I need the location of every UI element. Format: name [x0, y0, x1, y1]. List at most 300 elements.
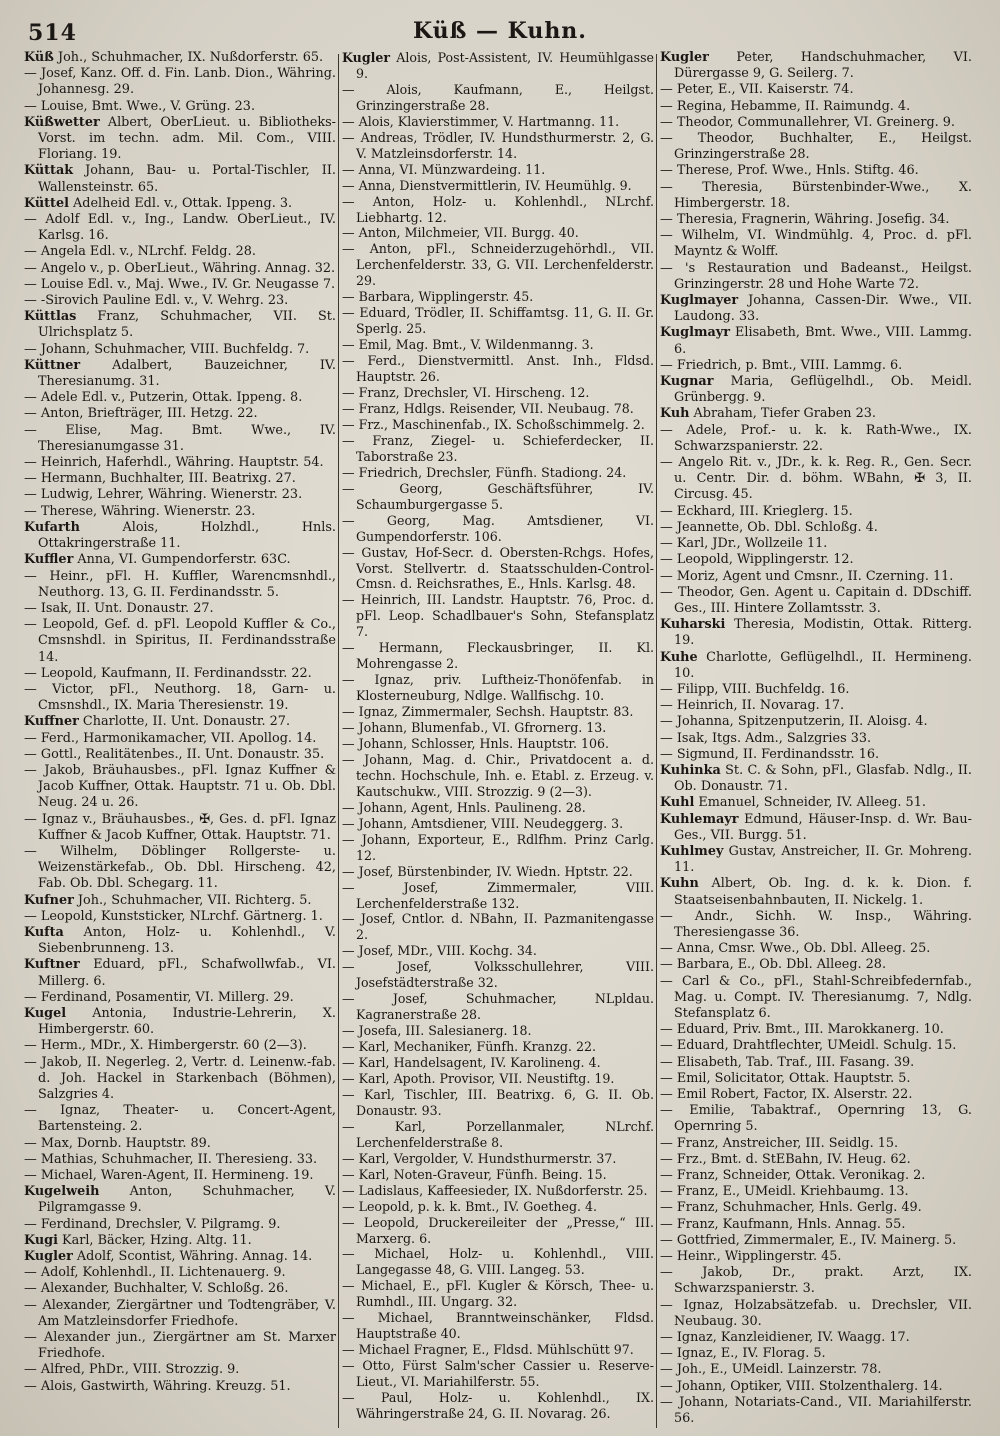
entry-text: — Carl & Co., pFl., Stahl-Schreibfedernfab., Mag. u. Compt. IV. Theresianumg. 7, Ndlg. Stefansplatz 6.	[660, 973, 972, 1021]
entry-text: — Ignaz, Holzabsätzefab. u. Drechsler, VII. Neubaug. 30.	[660, 1297, 972, 1329]
directory-entry	[24, 763, 336, 812]
directory-entry	[342, 178, 654, 194]
entry-text: — Johann, Schlosser, Hnls. Hauptstr. 106.	[342, 735, 610, 751]
directory-entry	[660, 374, 972, 406]
directory-entry	[342, 1199, 654, 1215]
entry-text: — Jakob, Bräuhausbes., pFl. Ignaz Kuffner & Jacob Kuffner, Ottak. Hauptstr. 71 u. Ob. Dbl. Neug. 24 u. 26.	[24, 762, 336, 811]
entry-surname: Kugler	[342, 50, 391, 65]
directory-entry	[660, 115, 972, 131]
entry-text: — Andr., Sichh. W. Insp., Währing. Theresiengasse 36.	[660, 908, 972, 940]
entry-surname: Kuhlemayr	[660, 811, 739, 827]
page-number: 514	[28, 20, 77, 46]
entry-text: — Karl, Noten-Graveur, Fünfh. Being. 15.	[342, 1166, 607, 1182]
directory-entry	[342, 433, 654, 465]
entry-text: Franz, Schuhmacher, VII. St. Ulrichsplatz 5.	[38, 309, 336, 341]
entry-text: — Anna, VI. Münzwardeing. 11.	[342, 161, 546, 177]
directory-entry	[660, 731, 972, 747]
directory-entry	[342, 1167, 654, 1183]
entry-text: Adalbert, Bauzeichner, IV. Theresianumg. 31.	[38, 357, 336, 390]
directory-entry	[342, 800, 654, 816]
entry-text: — Johann, Mag. d. Chir., Privatdocent a. d. techn. Hochschule, Inh. e. Etabl. z. Erzeug. v. Kautschukw., VIII. Strozzig. 9 (2—3).	[342, 751, 654, 799]
entry-text: — Anton, pFl., Schneiderzugehörhdl., VII. Lerchenfelderstr. 33, G. VII. Lerchenfelderstr. 29.	[342, 241, 654, 289]
directory-entry	[24, 1249, 336, 1265]
entry-text: — Franz, Schuhmacher, Hnls. Gerlg. 49.	[660, 1200, 922, 1216]
entry-text: — Theodor, Communallehrer, VI. Greinerg. 9.	[660, 114, 955, 130]
entry-text: — Friedrich, p. Bmt., VIII. Lammg. 6.	[660, 357, 903, 373]
entry-text: — Heinr., pFl. H. Kuffler, Warencmsnhdl., Neuthorg. 13, G. II. Ferdinandsstr. 5.	[24, 568, 336, 600]
directory-entry	[660, 99, 972, 115]
directory-entry	[24, 1038, 336, 1054]
directory-entry	[342, 943, 654, 959]
directory-entry	[24, 1184, 336, 1216]
directory-entry	[660, 1217, 972, 1233]
entry-text: — Johann, Agent, Hnls. Paulineng. 28.	[342, 799, 586, 815]
directory-entry	[24, 196, 336, 212]
directory-entry	[660, 747, 972, 763]
entry-text: — Franz, Drechsler, VI. Hirscheng. 12.	[342, 385, 590, 401]
directory-entry	[342, 1310, 654, 1342]
column-1	[24, 50, 336, 1432]
directory-entry	[24, 666, 336, 682]
entry-text: — Heinrich, III. Landstr. Hauptstr. 76, Proc. d. pFl. Leop. Schadlbauer's Sohn, Stefansplatz 7.	[342, 592, 654, 640]
directory-entry	[342, 465, 654, 481]
entry-text: — Peter, E., VII. Kaiserstr. 74.	[660, 82, 854, 98]
directory-entry	[24, 1281, 336, 1297]
entry-text: — Johann, Schuhmacher, VIII. Buchfeldg. 7.	[24, 341, 310, 357]
entry-surname: Küttel	[24, 195, 69, 211]
directory-entry	[660, 585, 972, 617]
entry-text: Gustav, Anstreicher, II. Gr. Mohreng. 11.	[674, 843, 972, 876]
directory-entry	[342, 816, 654, 832]
entry-text: — Angelo v., p. OberLieut., Währing. Annag. 32.	[24, 260, 336, 276]
directory-entry	[660, 714, 972, 730]
entry-surname: Küttak	[24, 163, 74, 179]
entry-surname: Küttlas	[24, 309, 77, 325]
entry-text: — Ignaz, E., IV. Florag. 5.	[660, 1346, 826, 1362]
directory-entry	[660, 406, 972, 422]
entry-text: — Alois, Kaufmann, E., Heilgst. Grinzingerstraße 28.	[342, 81, 654, 113]
directory-entry	[24, 990, 336, 1006]
entry-text: Anna, VI. Gumpendorferstr. 63C.	[73, 552, 291, 568]
entry-text: — Theodor, Gen. Agent u. Capitain d. DDschiff. Ges., III. Hintere Zollamtsstr. 3.	[660, 584, 972, 616]
entry-text: Adolf, Scontist, Währing. Annag. 14.	[72, 1249, 313, 1265]
entry-text: — Alois, Gastwirth, Währing. Kreuzg. 51.	[24, 1378, 291, 1394]
directory-entry	[24, 423, 336, 455]
column-rule	[656, 54, 657, 1428]
entry-text: — Alexander, Ziergärtner und Todtengräber, V. Am Matzleinsdorfer Friedhofe.	[24, 1297, 336, 1329]
directory-entry	[660, 1346, 972, 1362]
entry-text: Johanna, Cassen-Dir. Wwe., VII. Laudong. 33.	[674, 293, 972, 325]
entry-text: — Eduard, Priv. Bmt., III. Marokkanerg. 10.	[660, 1022, 944, 1038]
entry-text: — Eduard, Trödler, II. Schiffamtsg. 11, G. II. Gr. Sperlg. 25.	[342, 305, 654, 337]
directory-entry	[24, 1168, 336, 1184]
directory-entry	[660, 1395, 972, 1427]
entry-text: — Gustav, Hof-Secr. d. Obersten-Rchgs. Hofes, Vorst. Stellvertr. d. Staatsschulden-Control-Cmsn. d. Reichsrathes, E., Hnls. Karlsg. 48.	[342, 544, 654, 592]
entry-text: — Frz., Maschinenfab., IX. Schoßschimmelg. 2.	[342, 416, 645, 432]
directory-entry	[24, 471, 336, 487]
directory-entry	[660, 844, 972, 876]
entry-text: — Karl, Mechaniker, Fünfh. Kranzg. 22.	[342, 1039, 596, 1055]
entry-text: — Emilie, Tabaktraf., Opernring 13, G. Opernring 5.	[660, 1103, 972, 1135]
entry-text: — Louise Edl. v., Maj. Wwe., IV. Gr. Neugasse 7.	[24, 276, 336, 292]
directory-entry	[660, 1298, 972, 1330]
entry-surname: Küß	[24, 50, 54, 65]
directory-entry	[24, 277, 336, 293]
entry-text: — Heinrich, Haferhdl., Währing. Hauptstr. 54.	[24, 455, 324, 471]
entry-text: Joh., Schuhmacher, VII. Richterg. 5.	[73, 892, 312, 908]
entry-text: — Josefa, III. Salesianerg. 18.	[342, 1023, 532, 1039]
directory-entry	[660, 1022, 972, 1038]
directory-entry	[24, 1217, 336, 1233]
directory-entry	[660, 520, 972, 536]
directory-entry	[24, 731, 336, 747]
entry-text: — Adele, Prof.- u. k. k. Rath-Wwe., IX. Schwarzspanierstr. 22.	[660, 422, 972, 454]
directory-entry	[342, 1390, 654, 1422]
directory-entry	[342, 337, 654, 353]
running-head: Küß — Kuhn.	[413, 18, 587, 44]
directory-entry	[342, 1183, 654, 1199]
directory-entry	[342, 385, 654, 401]
entry-text: — Franz, Kaufmann, Hnls. Annag. 55.	[660, 1216, 906, 1232]
entry-text: Eduard, pFl., Schafwollwfab., VI. Millerg. 6.	[38, 957, 336, 989]
directory-entry	[660, 131, 972, 163]
directory-entry	[342, 1023, 654, 1039]
directory-entry	[24, 358, 336, 390]
entry-text: — Emil, Mag. Bmt., V. Wildenmanng. 3.	[342, 337, 594, 353]
directory-entry	[342, 1358, 654, 1390]
entry-text: — Josef, Bürstenbinder, IV. Wiedn. Hptstr. 22.	[342, 863, 633, 879]
directory-entry	[24, 925, 336, 957]
entry-text: Elisabeth, Bmt. Wwe., VIII. Lammg. 6.	[674, 325, 972, 357]
entry-text: — Johann, Exporteur, E., Rdlfhm. Prinz Carlg. 12.	[342, 831, 654, 863]
directory-entry	[660, 763, 972, 795]
directory-entry	[24, 50, 336, 66]
entry-text: — Sigmund, II. Ferdinandsstr. 16.	[660, 746, 880, 762]
directory-entry	[24, 1136, 336, 1152]
directory-entry	[24, 1233, 336, 1249]
entry-text: — Michael, Branntweinschänker, Fldsd. Hauptstraße 40.	[342, 1310, 654, 1342]
directory-entry	[660, 1233, 972, 1249]
entry-surname: Kufarth	[24, 519, 80, 535]
entry-text: — Karl, Handelsagent, IV. Karolineng. 4.	[342, 1055, 601, 1071]
directory-entry	[660, 698, 972, 714]
entry-text: — Max, Dornb. Hauptstr. 89.	[24, 1135, 211, 1151]
entry-text: Joh., Schuhmacher, IX. Nußdorferstr. 65.	[53, 50, 324, 65]
directory-entry	[660, 1265, 972, 1297]
entry-text: — Georg, Geschäftsführer, IV. Schaumburgergasse 5.	[342, 480, 654, 512]
entry-text: Albert, OberLieut. u. Bibliotheks-Vorst. im techn. adm. Mil. Com., VIII. Floriang. 19.	[38, 114, 336, 163]
entry-text: — Anton, Holz- u. Kohlenhdl., NLrchf. Liebhartg. 12.	[342, 193, 654, 225]
entry-surname: Kuhlmey	[660, 843, 724, 859]
entry-text: — Jeannette, Ob. Dbl. Schloßg. 4.	[660, 519, 878, 535]
directory-entry	[660, 1249, 972, 1265]
entry-text: — Franz, Schneider, Ottak. Veronikag. 2.	[660, 1168, 926, 1184]
entry-text: — Emil Robert, Factor, IX. Alserstr. 22.	[660, 1087, 913, 1102]
entry-text: — Leopold, p. k. k. Bmt., IV. Goetheg. 4.	[342, 1198, 598, 1214]
directory-entry	[660, 682, 972, 698]
directory-entry	[24, 66, 336, 98]
directory-entry	[660, 423, 972, 455]
entry-text: — Ferdinand, Drechsler, V. Pilgramg. 9.	[24, 1216, 281, 1232]
directory-entry	[24, 714, 336, 730]
entry-text: — Ladislaus, Kaffeesieder, IX. Nußdorferstr. 25.	[342, 1182, 648, 1198]
entry-text: — Adele Edl. v., Putzerin, Ottak. Ippeng. 8.	[24, 390, 303, 406]
entry-text: Theresia, Modistin, Ottak. Ritterg. 19.	[674, 617, 972, 649]
entry-text: — Adolf, Kohlenhdl., II. Lichtenauerg. 9.	[24, 1265, 286, 1281]
entry-text: — Franz, Hdlgs. Reisender, VII. Neubaug. 78.	[342, 400, 634, 416]
entry-surname: Kuh	[660, 406, 690, 422]
directory-entry	[24, 244, 336, 260]
entry-surname: Kugnar	[660, 374, 714, 390]
entry-text: — Ignaz, Theater- u. Concert-Agent, Bartensteing. 2.	[24, 1103, 336, 1135]
entry-text: Alois, Post-Assistent, IV. Heumühlgasse 9.	[356, 50, 654, 81]
entry-text: — Victor, pFl., Neuthorg. 18, Garn- u. Cmsnshdl., IX. Maria Theresienstr. 19.	[24, 681, 336, 714]
entry-text: — Hermann, Fleckausbringer, II. Kl. Mohrengasse 2.	[342, 640, 654, 672]
entry-text: — -Sirovich Pauline Edl. v., V. Wehrg. 23.	[24, 293, 289, 309]
column-rule	[338, 54, 339, 1428]
entry-text: — Anna, Dienstvermittlerin, IV. Heumühlg. 9.	[342, 177, 632, 193]
entry-text: — Moriz, Agent und Cmsnr., II. Czerning. 11.	[660, 568, 954, 584]
directory-entry	[24, 601, 336, 617]
entry-text: — Karl, Porzellanmaler, NLrchf. Lerchenfelderstraße 8.	[342, 1118, 654, 1150]
directory-entry	[342, 162, 654, 178]
entry-text: — Josef, Schuhmacher, NLpldau. Kagranerstraße 28.	[342, 991, 654, 1023]
entry-surname: Kuffner	[24, 714, 79, 730]
directory-entry	[24, 552, 336, 568]
entry-text: — Johanna, Spitzenputzerin, II. Aloisg. 4.	[660, 714, 928, 730]
directory-entry	[660, 504, 972, 520]
entry-text: — Ignaz, Zimmermaler, Sechsh. Hauptstr. 83.	[342, 704, 634, 720]
entry-text: — Heinr., Wipplingerstr. 45.	[660, 1249, 842, 1265]
entry-text: Edmund, Häuser-Insp. d. Wr. Bau-Ges., VII. Burgg. 51.	[674, 811, 972, 843]
directory-entry	[342, 545, 654, 593]
directory-entry	[24, 1298, 336, 1330]
directory-entry	[342, 289, 654, 305]
entry-surname: Kufner	[24, 892, 74, 908]
directory-entry	[24, 293, 336, 309]
entry-text: — Ferd., Harmonikamacher, VII. Apollog. 14.	[24, 730, 317, 746]
entry-surname: Kugler	[660, 50, 709, 65]
entry-text: — Herm., MDr., X. Himbergerstr. 60 (2—3).	[24, 1038, 307, 1054]
entry-text: — Elise, Mag. Bmt. Wwe., IV. Theresianumgasse 31.	[24, 422, 336, 454]
entry-text: Antonia, Industrie-Lehrerin, X. Himbergerstr. 60.	[38, 1005, 336, 1038]
entry-text: — Barbara, Wipplingerstr. 45.	[342, 289, 534, 305]
directory-entry	[342, 1119, 654, 1151]
directory-entry	[24, 1055, 336, 1104]
directory-entry	[660, 812, 972, 844]
entry-text: — Eckhard, III. Krieglerg. 15.	[660, 503, 853, 519]
directory-entry	[24, 163, 336, 195]
entry-text: — Eduard, Drahtflechter, UMeidl. Schulg. 15.	[660, 1038, 957, 1054]
directory-entry	[342, 752, 654, 800]
directory-entry	[342, 832, 654, 864]
entry-text: — Josef, MDr., VIII. Kochg. 34.	[342, 943, 537, 959]
entry-text: Maria, Geflügelhdl., Ob. Meidl. Grünbergg. 9.	[674, 374, 972, 406]
entry-text: — Johann, Optiker, VIII. Stolzenthalerg. 14.	[660, 1378, 943, 1394]
directory-entry	[24, 682, 336, 714]
directory-entry	[342, 1151, 654, 1167]
directory-entry	[660, 1330, 972, 1346]
column-2	[342, 50, 654, 1432]
entry-text: Anton, Schuhmacher, V. Pilgramgasse 9.	[38, 1184, 336, 1216]
directory-entry	[660, 552, 972, 568]
entry-text: — Joh., E., UMeidl. Lainzerstr. 78.	[660, 1362, 882, 1378]
entry-text: — Michael Fragner, E., Fldsd. Mühlschütt 97.	[342, 1342, 634, 1358]
entry-text: — Alois, Klavierstimmer, V. Hartmanng. 11.	[342, 113, 620, 129]
entry-text: — Anton, Briefträger, III. Hetzg. 22.	[24, 406, 258, 422]
directory-entry	[342, 401, 654, 417]
directory-entry	[660, 957, 972, 973]
entry-surname: Küßwetter	[24, 114, 100, 130]
directory-entry	[342, 592, 654, 640]
directory-entry	[342, 481, 654, 513]
entry-text: — Anton, Milchmeier, VII. Burgg. 40.	[342, 225, 579, 241]
entry-text: Adelheid Edl. v., Ottak. Ippeng. 3.	[68, 195, 293, 211]
directory-entry	[24, 617, 336, 666]
directory-entry	[24, 309, 336, 341]
entry-text: — Josef, Kanz. Off. d. Fin. Lanb. Dion., Währing. Johannesg. 29.	[24, 66, 336, 98]
entry-surname: Kugelweih	[24, 1184, 100, 1200]
entry-text: — Angela Edl. v., NLrchf. Feldg. 28.	[24, 244, 256, 260]
entry-text: — Theresia, Fragnerin, Währing. Josefig. 34.	[660, 212, 950, 228]
directory-entry	[342, 672, 654, 704]
directory-entry	[660, 941, 972, 957]
entry-text: Alois, Holzhdl., Hnls. Ottakringerstraße 11.	[38, 519, 336, 552]
directory-entry	[24, 893, 336, 909]
entry-text: — Regina, Hebamme, II. Raimundg. 4.	[660, 98, 911, 114]
entry-text: Abraham, Tiefer Graben 23.	[689, 406, 876, 422]
directory-entry	[24, 487, 336, 503]
entry-text: — Elisabeth, Tab. Traf., III. Fasang. 39.	[660, 1054, 915, 1070]
directory-entry	[660, 228, 972, 260]
entry-surname: Kugler	[24, 1249, 73, 1265]
directory-entry	[660, 325, 972, 357]
entry-text: — Josef, Zimmermaler, VIII. Lerchenfelderstraße 132.	[342, 879, 654, 911]
directory-entry	[342, 305, 654, 337]
entry-text: — Ignaz, priv. Luftheiz-Thonöfenfab. in Klosterneuburg, Ndlge. Wallfischg. 10.	[342, 672, 654, 704]
directory-entry	[660, 163, 972, 179]
directory-entry	[24, 569, 336, 601]
directory-entry	[342, 880, 654, 912]
directory-entry	[24, 504, 336, 520]
entry-text: — Michael, E., pFl. Kugler & Körsch, Thee- u. Rumhdl., III. Ungarg. 32.	[342, 1278, 654, 1310]
entry-text: Johann, Bau- u. Portal-Tischler, II. Wallensteinstr. 65.	[38, 163, 336, 195]
entry-text: — Johann, Blumenfab., VI. Gfrornerg. 13.	[342, 720, 607, 736]
entry-text: — Anna, Cmsr. Wwe., Ob. Dbl. Alleeg. 25.	[660, 941, 931, 957]
entry-text: Karl, Bäcker, Hzing. Altg. 11.	[57, 1232, 252, 1248]
entry-text: — Therese, Währing. Wienerstr. 23.	[24, 503, 256, 519]
directory-entry	[342, 513, 654, 545]
entry-surname: Kuglmayr	[660, 325, 730, 341]
directory-entry	[660, 1152, 972, 1168]
directory-entry	[24, 1379, 336, 1395]
directory-entry	[660, 1379, 972, 1395]
entry-text: — Louise, Bmt. Wwe., V. Grüng. 23.	[24, 98, 256, 114]
directory-entry	[24, 520, 336, 552]
entry-surname: Kuftner	[24, 957, 80, 973]
directory-entry	[342, 1071, 654, 1087]
directory-entry	[660, 974, 972, 1023]
directory-entry	[24, 455, 336, 471]
directory-entry	[660, 293, 972, 325]
directory-entry	[660, 455, 972, 504]
entry-text: — Michael, Holz- u. Kohlenhdl., VIII. Langegasse 48, G. VIII. Langeg. 53.	[342, 1246, 654, 1278]
entry-text: — Franz, E., UMeidl. Kriehbaumg. 13.	[660, 1184, 909, 1200]
directory-entry	[342, 1055, 654, 1071]
directory-entry	[342, 736, 654, 752]
directory-entry	[660, 261, 972, 293]
directory-entry	[24, 1103, 336, 1135]
directory-entry	[24, 909, 336, 925]
entry-text: — Karl, Vergolder, V. Hundsthurmerstr. 37.	[342, 1150, 617, 1166]
directory-entry	[660, 536, 972, 552]
entry-text: — Alexander, Buchhalter, V. Schloßg. 26.	[24, 1281, 289, 1297]
entry-surname: Kuhinka	[660, 762, 721, 778]
directory-entry	[24, 1362, 336, 1378]
entry-text: — Isak, II. Unt. Donaustr. 27.	[24, 600, 214, 616]
directory-entry	[24, 212, 336, 244]
directory-entry	[660, 650, 972, 682]
directory-entry	[660, 1168, 972, 1184]
entry-text: — Michael, Waren-Agent, II. Hermineng. 19.	[24, 1168, 314, 1184]
directory-entry	[660, 1071, 972, 1087]
entry-text: Peter, Handschuhmacher, VI. Dürergasse 9, G. Seilerg. 7.	[674, 50, 972, 82]
entry-text: — Gottfried, Zimmermaler, E., IV. Mainerg. 5.	[660, 1232, 957, 1248]
directory-entry	[660, 1362, 972, 1378]
directory-columns	[24, 50, 974, 1432]
entry-text: Charlotte, II. Unt. Donaustr. 27.	[78, 714, 291, 730]
directory-entry	[660, 212, 972, 228]
entry-text: Anton, Holz- u. Kohlenhdl., V. Siebenbrunneng. 13.	[38, 924, 336, 957]
entry-text: Emanuel, Schneider, IV. Alleeg. 51.	[694, 795, 926, 811]
directory-entry	[24, 1006, 336, 1038]
entry-text: — Heinrich, II. Novarag. 17.	[660, 698, 845, 714]
entry-text: — Andreas, Trödler, IV. Hundsthurmerstr. 2, G. V. Matzleinsdorferstr. 14.	[342, 129, 654, 161]
directory-entry	[342, 50, 654, 82]
entry-text: St. C. & Sohn, pFl., Glasfab. Ndlg., II. Ob. Donaustr. 71.	[674, 762, 972, 795]
entry-text: — Ignaz, Kanzleidiener, IV. Waagg. 17.	[660, 1330, 910, 1346]
entry-text: — Karl, Tischler, III. Beatrixg. 6, G. II. Ob. Donaustr. 93.	[342, 1086, 654, 1118]
entry-text: — Alexander jun., Ziergärtner am St. Marxer Friedhofe.	[24, 1330, 336, 1362]
directory-entry	[660, 1055, 972, 1071]
directory-entry	[24, 812, 336, 844]
directory-entry	[660, 1136, 972, 1152]
entry-text: — Gottl., Realitätenbes., II. Unt. Donaustr. 35.	[24, 746, 325, 762]
entry-text: — Otto, Fürst Salm'scher Cassier u. Reserve-Lieut., VI. Mariahilferstr. 55.	[342, 1358, 654, 1390]
directory-entry	[660, 82, 972, 98]
entry-text: — Karl, JDr., Wollzeile 11.	[660, 536, 828, 552]
directory-entry	[660, 50, 972, 82]
directory-entry	[660, 180, 972, 212]
entry-text: — Karl, Apoth. Provisor, VII. Neustiftg. 19.	[342, 1071, 615, 1086]
entry-text: — Ludwig, Lehrer, Währing. Wienerstr. 23.	[24, 487, 303, 503]
directory-entry	[24, 406, 336, 422]
directory-entry	[24, 1330, 336, 1362]
entry-text: — Josef, Volksschullehrer, VIII. Josefstädterstraße 32.	[342, 959, 654, 991]
entry-text: — Mathias, Schuhmacher, II. Theresieng. 33.	[24, 1151, 318, 1167]
directory-entry	[342, 241, 654, 289]
directory-entry	[660, 358, 972, 374]
entry-surname: Kuffler	[24, 552, 74, 568]
entry-text: — Franz, Ziegel- u. Schieferdecker, II. Taborstraße 23.	[342, 432, 654, 464]
entry-text: — Emil, Solicitator, Ottak. Hauptstr. 5.	[660, 1070, 911, 1086]
directory-entry	[660, 1103, 972, 1135]
entry-text: — Theodor, Buchhalter, E., Heilgst. Grinzingerstraße 28.	[660, 131, 972, 163]
entry-text: — Johann, Notariats-Cand., VII. Mariahilferstr. 56.	[660, 1394, 972, 1427]
directory-entry	[342, 1215, 654, 1247]
directory-entry	[342, 991, 654, 1023]
directory-entry	[660, 909, 972, 941]
